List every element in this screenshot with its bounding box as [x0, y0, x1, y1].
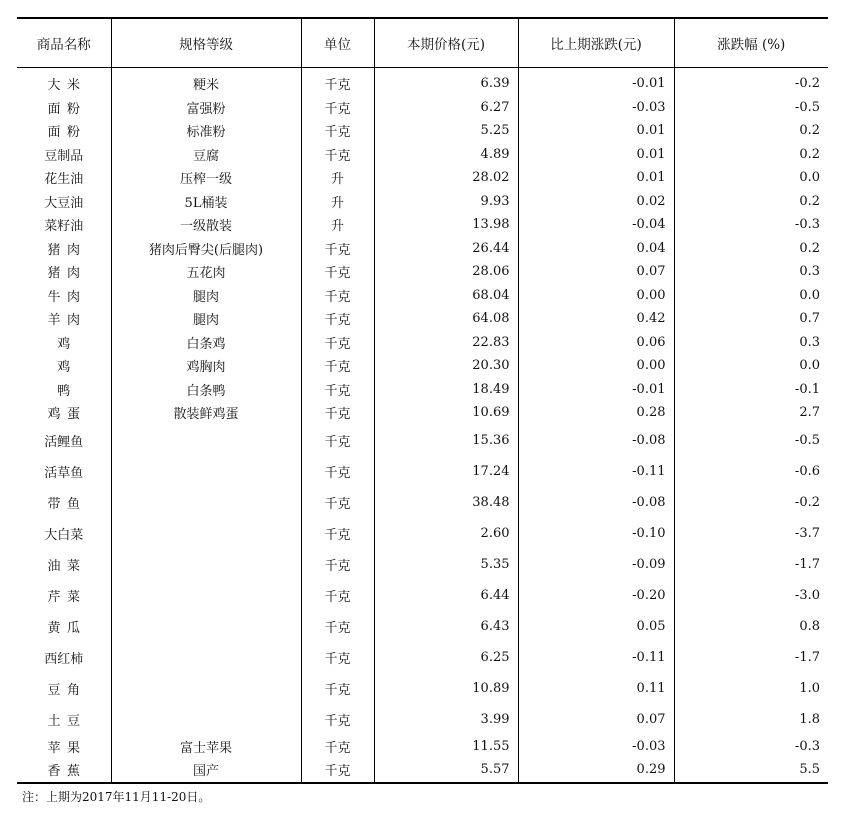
product-name-cell: 羊肉 [47, 313, 87, 329]
table-row [17, 166, 828, 190]
spec-cell: 豆腐 [111, 143, 301, 167]
unit-cell: 千克 [301, 284, 374, 308]
spec-cell: 鸡胸肉 [111, 354, 301, 378]
table-row [17, 456, 828, 487]
spec-cell: 国产 [111, 758, 301, 783]
spec-cell [111, 487, 301, 518]
footnote: 注：上期为2017年11月11-20日。 [22, 790, 211, 804]
spec-cell: 腿肉 [111, 307, 301, 331]
change-cell: -0.11 [518, 642, 674, 673]
table-row [17, 673, 828, 704]
unit-cell: 千克 [301, 673, 374, 704]
change-cell: -0.03 [518, 96, 674, 120]
change-cell: 0.00 [518, 354, 674, 378]
unit-cell: 千克 [301, 487, 374, 518]
change-percent-cell: 0.2 [674, 143, 828, 167]
product-name-cell: 西红柿 [44, 651, 84, 667]
change-cell: 0.11 [518, 673, 674, 704]
spec-cell [111, 673, 301, 704]
table-row [17, 237, 828, 261]
product-name-cell: 猪肉 [47, 242, 87, 258]
change-percent-cell: -0.6 [674, 456, 828, 487]
unit-cell: 千克 [301, 549, 374, 580]
unit-cell: 千克 [301, 456, 374, 487]
table-row [17, 401, 828, 425]
spec-cell [111, 456, 301, 487]
price-cell: 9.93 [374, 190, 518, 214]
product-name-cell: 鸡蛋 [47, 407, 87, 423]
change-cell: 0.01 [518, 143, 674, 167]
product-name-cell: 豆角 [47, 682, 87, 698]
change-cell: -0.01 [518, 378, 674, 402]
unit-cell: 千克 [301, 704, 374, 735]
product-name-cell: 鸡 [57, 336, 71, 352]
unit-cell: 千克 [301, 307, 374, 331]
change-cell: 0.42 [518, 307, 674, 331]
header-product-name: 商品名称 [17, 18, 111, 68]
table-row [17, 580, 828, 611]
table-row [17, 190, 828, 214]
change-percent-cell: 0.0 [674, 354, 828, 378]
change-percent-cell: -3.0 [674, 580, 828, 611]
price-cell: 22.83 [374, 331, 518, 355]
change-percent-cell: 0.8 [674, 611, 828, 642]
unit-cell: 千克 [301, 758, 374, 783]
table-row [17, 642, 828, 673]
unit-cell: 千克 [301, 378, 374, 402]
spec-cell: 5L桶装 [111, 190, 301, 214]
table-row [17, 487, 828, 518]
unit-cell: 升 [301, 190, 374, 214]
change-cell: 0.02 [518, 190, 674, 214]
change-percent-cell: 0.2 [674, 237, 828, 261]
spec-cell: 猪肉后臀尖(后腿肉) [111, 237, 301, 261]
price-cell: 6.39 [374, 68, 518, 96]
spec-cell [111, 642, 301, 673]
product-name-cell: 土豆 [47, 713, 87, 729]
product-name-cell: 活草鱼 [44, 465, 84, 481]
change-cell: 0.07 [518, 260, 674, 284]
unit-cell: 千克 [301, 425, 374, 456]
table-row [17, 119, 828, 143]
change-percent-cell: 0.3 [674, 331, 828, 355]
change-percent-cell: -3.7 [674, 518, 828, 549]
spec-cell: 一级散装 [111, 213, 301, 237]
table-row [17, 758, 828, 783]
product-name-cell: 黄瓜 [47, 620, 87, 636]
change-cell: -0.09 [518, 549, 674, 580]
unit-cell: 千克 [301, 143, 374, 167]
product-name-cell: 带鱼 [47, 496, 87, 512]
price-cell: 6.43 [374, 611, 518, 642]
table-row [17, 213, 828, 237]
product-name-cell: 芹菜 [47, 589, 87, 605]
change-percent-cell: 0.7 [674, 307, 828, 331]
table-row [17, 425, 828, 456]
unit-cell: 千克 [301, 68, 374, 96]
change-cell: -0.01 [518, 68, 674, 96]
change-percent-cell: -0.3 [674, 735, 828, 759]
spec-cell: 白条鸡 [111, 331, 301, 355]
change-cell: 0.01 [518, 119, 674, 143]
unit-cell: 千克 [301, 331, 374, 355]
spec-cell [111, 425, 301, 456]
price-cell: 10.69 [374, 401, 518, 425]
product-name-cell: 菜籽油 [44, 219, 84, 235]
change-percent-cell: 0.2 [674, 119, 828, 143]
spec-cell [111, 704, 301, 735]
table-row [17, 354, 828, 378]
change-cell: 0.04 [518, 237, 674, 261]
table-row [17, 378, 828, 402]
table-header [17, 18, 828, 68]
header-row [17, 18, 828, 68]
unit-cell: 千克 [301, 260, 374, 284]
price-cell: 64.08 [374, 307, 518, 331]
table-row [17, 704, 828, 735]
change-cell: -0.08 [518, 487, 674, 518]
table-row [17, 549, 828, 580]
price-cell: 6.27 [374, 96, 518, 120]
change-cell: 0.00 [518, 284, 674, 308]
change-cell: -0.04 [518, 213, 674, 237]
unit-cell: 升 [301, 166, 374, 190]
change-cell: 0.06 [518, 331, 674, 355]
price-cell: 68.04 [374, 284, 518, 308]
change-percent-cell: 1.0 [674, 673, 828, 704]
product-name-cell: 面粉 [47, 125, 87, 141]
spec-cell [111, 611, 301, 642]
change-cell: 0.01 [518, 166, 674, 190]
header-change-amount: 比上期涨跌(元) [518, 18, 674, 68]
unit-cell: 千克 [301, 119, 374, 143]
product-name-cell: 猪肉 [47, 266, 87, 282]
change-percent-cell: -1.7 [674, 549, 828, 580]
table-row [17, 611, 828, 642]
spec-cell: 白条鸭 [111, 378, 301, 402]
change-cell: 0.05 [518, 611, 674, 642]
header-change-percent: 涨跌幅 (%) [674, 18, 828, 68]
change-cell: -0.10 [518, 518, 674, 549]
price-cell: 10.89 [374, 673, 518, 704]
price-cell: 5.57 [374, 758, 518, 783]
price-cell: 17.24 [374, 456, 518, 487]
unit-cell: 千克 [301, 611, 374, 642]
change-cell: 0.29 [518, 758, 674, 783]
spec-cell: 富士苹果 [111, 735, 301, 759]
table-row [17, 96, 828, 120]
change-percent-cell: -0.3 [674, 213, 828, 237]
change-percent-cell: -1.7 [674, 642, 828, 673]
product-name-cell: 大米 [47, 78, 87, 94]
change-percent-cell: 2.7 [674, 401, 828, 425]
header-unit: 单位 [301, 18, 374, 68]
table-row [17, 307, 828, 331]
price-cell: 5.35 [374, 549, 518, 580]
price-table [17, 17, 828, 784]
product-name-cell: 大豆油 [44, 195, 84, 211]
change-percent-cell: -0.2 [674, 68, 828, 96]
change-cell: -0.08 [518, 425, 674, 456]
change-cell: 0.07 [518, 704, 674, 735]
change-percent-cell: 0.2 [674, 190, 828, 214]
spec-cell: 粳米 [111, 68, 301, 96]
product-name-cell: 鸡 [57, 360, 71, 376]
unit-cell: 升 [301, 213, 374, 237]
price-cell: 6.25 [374, 642, 518, 673]
price-cell: 5.25 [374, 119, 518, 143]
table-row [17, 260, 828, 284]
product-name-cell: 大白菜 [44, 527, 84, 543]
unit-cell: 千克 [301, 642, 374, 673]
product-name-cell: 面粉 [47, 101, 87, 117]
unit-cell: 千克 [301, 401, 374, 425]
change-percent-cell: 1.8 [674, 704, 828, 735]
product-name-cell: 苹果 [47, 740, 87, 756]
table-row [17, 143, 828, 167]
change-cell: 0.28 [518, 401, 674, 425]
product-name-cell: 豆制品 [44, 148, 84, 164]
unit-cell: 千克 [301, 580, 374, 611]
spec-cell: 富强粉 [111, 96, 301, 120]
spec-cell: 散装鲜鸡蛋 [111, 401, 301, 425]
price-cell: 3.99 [374, 704, 518, 735]
spec-cell: 标准粉 [111, 119, 301, 143]
price-cell: 13.98 [374, 213, 518, 237]
product-name-cell: 牛肉 [47, 289, 87, 305]
spec-cell: 腿肉 [111, 284, 301, 308]
change-percent-cell: 0.0 [674, 166, 828, 190]
price-cell: 2.60 [374, 518, 518, 549]
change-cell: -0.11 [518, 456, 674, 487]
price-cell: 11.55 [374, 735, 518, 759]
price-cell: 38.48 [374, 487, 518, 518]
change-percent-cell: -0.1 [674, 378, 828, 402]
spec-cell [111, 518, 301, 549]
spec-cell: 压榨一级 [111, 166, 301, 190]
product-name-cell: 花生油 [44, 172, 84, 188]
price-cell: 20.30 [374, 354, 518, 378]
spec-cell: 五花肉 [111, 260, 301, 284]
table-row [17, 518, 828, 549]
price-cell: 15.36 [374, 425, 518, 456]
price-cell: 6.44 [374, 580, 518, 611]
table-row [17, 284, 828, 308]
price-cell: 4.89 [374, 143, 518, 167]
unit-cell: 千克 [301, 237, 374, 261]
change-cell: -0.20 [518, 580, 674, 611]
change-percent-cell: 5.5 [674, 758, 828, 783]
price-cell: 18.49 [374, 378, 518, 402]
unit-cell: 千克 [301, 735, 374, 759]
unit-cell: 千克 [301, 354, 374, 378]
change-percent-cell: 0.0 [674, 284, 828, 308]
change-percent-cell: 0.3 [674, 260, 828, 284]
unit-cell: 千克 [301, 96, 374, 120]
header-spec-grade: 规格等级 [111, 18, 301, 68]
price-cell: 26.44 [374, 237, 518, 261]
price-cell: 28.06 [374, 260, 518, 284]
product-name-cell: 鸭 [57, 383, 71, 399]
spec-cell [111, 549, 301, 580]
change-percent-cell: -0.2 [674, 487, 828, 518]
table-row [17, 735, 828, 759]
price-cell: 28.02 [374, 166, 518, 190]
change-percent-cell: -0.5 [674, 425, 828, 456]
spec-cell [111, 580, 301, 611]
table-body [17, 68, 828, 783]
product-name-cell: 香蕉 [17, 758, 111, 783]
product-name-cell: 油菜 [47, 558, 87, 574]
change-percent-cell: -0.5 [674, 96, 828, 120]
change-cell: -0.03 [518, 735, 674, 759]
header-current-price: 本期价格(元) [374, 18, 518, 68]
table-row [17, 68, 828, 96]
unit-cell: 千克 [301, 518, 374, 549]
table-row [17, 331, 828, 355]
product-name-cell: 活鲤鱼 [44, 434, 84, 450]
